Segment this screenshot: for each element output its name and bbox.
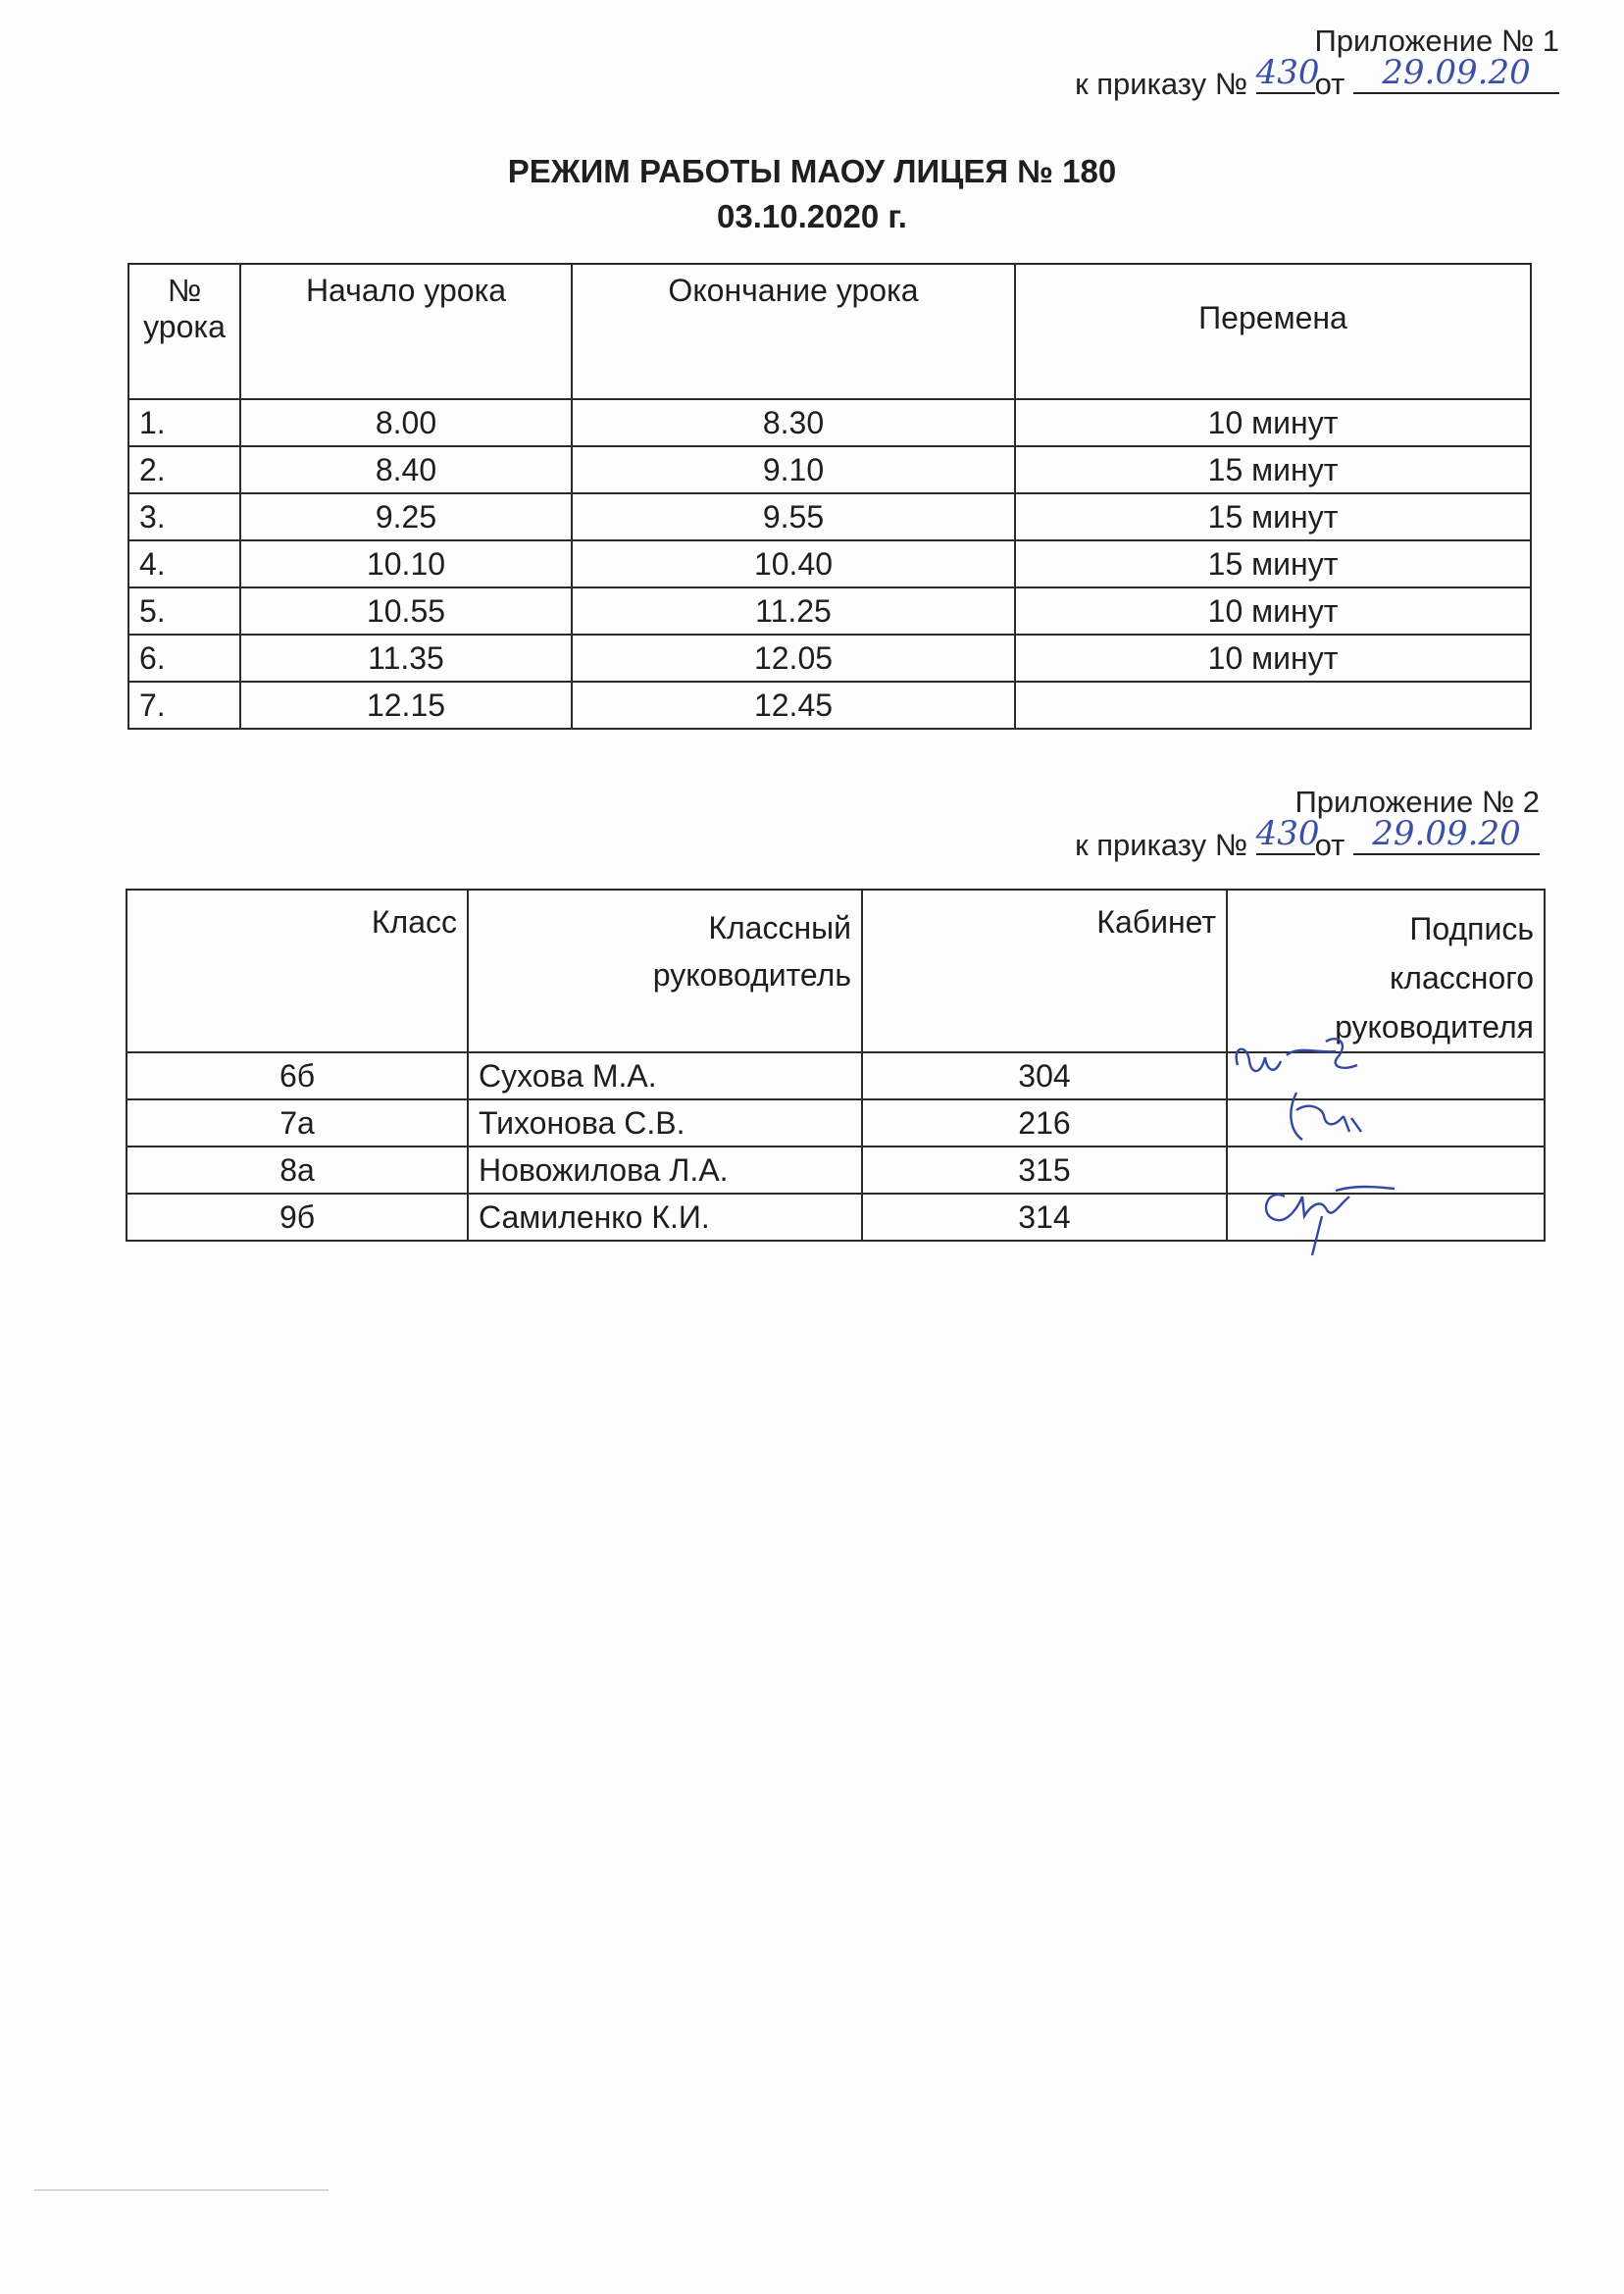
lesson-end-cell: 11.25 <box>572 587 1015 635</box>
break-cell: 15 минут <box>1015 540 1531 587</box>
header-room: Кабинет <box>862 890 1227 1052</box>
header-class: Класс <box>127 890 468 1052</box>
schedule-row <box>128 493 1531 540</box>
appendix-2-date-field <box>1353 814 1540 855</box>
class-teacher-cell: Самиленко К.И. <box>468 1194 862 1241</box>
lesson-start-cell: 10.10 <box>240 540 572 587</box>
appendix-1-from-label: от <box>1314 67 1345 101</box>
appendix-2-from-label: от <box>1314 828 1345 862</box>
class-teachers-table <box>126 889 1546 1242</box>
lesson-number-cell: 6. <box>128 635 240 682</box>
appendix-2-date: 29.09.20 <box>1372 814 1521 853</box>
break-cell: 15 минут <box>1015 493 1531 540</box>
lesson-start-cell: 9.25 <box>240 493 572 540</box>
lesson-start-cell: 8.40 <box>240 446 572 493</box>
appendix-2-order-number: 430 <box>1255 814 1320 853</box>
signature-cell <box>1227 1194 1545 1241</box>
lesson-number-cell: 5. <box>128 587 240 635</box>
title-line-1: РЕЖИМ РАБОТЫ МАОУ ЛИЦЕЯ № 180 <box>507 153 1117 189</box>
lesson-number-cell: 4. <box>128 540 240 587</box>
lesson-start-cell: 8.00 <box>240 399 572 446</box>
header-lesson-number: № урока <box>128 264 240 399</box>
signature-cell <box>1227 1147 1545 1194</box>
schedule-row <box>128 587 1531 635</box>
lesson-start-cell: 10.55 <box>240 587 572 635</box>
lesson-number-cell: 2. <box>128 446 240 493</box>
schedule-row <box>128 399 1531 446</box>
class-cell: 6б <box>127 1052 468 1099</box>
room-cell: 314 <box>862 1194 1227 1241</box>
lesson-number-cell: 7. <box>128 682 240 729</box>
lesson-start-cell: 12.15 <box>240 682 572 729</box>
teacher-row <box>127 1147 1545 1194</box>
class-teacher-cell: Новожилова Л.А. <box>468 1147 862 1194</box>
bottom-faint-line <box>34 2189 329 2191</box>
break-cell: 15 минут <box>1015 446 1531 493</box>
class-cell: 9б <box>127 1194 468 1241</box>
header-lesson-end: Окончание урока <box>572 264 1015 399</box>
break-cell: 10 минут <box>1015 635 1531 682</box>
break-cell: 10 минут <box>1015 587 1531 635</box>
room-cell: 216 <box>862 1099 1227 1147</box>
header-signature-text: Подпись классного руководителя <box>1335 911 1534 1045</box>
appendix-1-date-field <box>1353 53 1559 94</box>
page-title <box>0 149 1624 239</box>
lesson-end-cell: 12.05 <box>572 635 1015 682</box>
schedule-header-row <box>128 264 1531 399</box>
lesson-start-cell: 11.35 <box>240 635 572 682</box>
break-cell: 10 минут <box>1015 399 1531 446</box>
lesson-number-cell: 3. <box>128 493 240 540</box>
schedule-table <box>127 263 1532 730</box>
appendix-2-order-number-field <box>1255 814 1320 855</box>
appendix-1-header <box>1075 20 1559 106</box>
teacher-row <box>127 1052 1545 1099</box>
lesson-end-cell: 9.10 <box>572 446 1015 493</box>
lesson-end-cell: 10.40 <box>572 540 1015 587</box>
lesson-number-cell: 1. <box>128 399 240 446</box>
schedule-row <box>128 446 1531 493</box>
appendix-2-order-label: к приказу № <box>1075 828 1247 862</box>
appendix-1-order-number: 430 <box>1255 53 1320 92</box>
header-signature <box>1227 890 1545 1052</box>
schedule-row <box>128 540 1531 587</box>
header-break: Перемена <box>1015 264 1531 399</box>
teacher-row <box>127 1194 1545 1241</box>
class-cell: 7а <box>127 1099 468 1147</box>
teacher-row <box>127 1099 1545 1147</box>
schedule-row <box>128 682 1531 729</box>
header-class-teacher <box>468 890 862 1052</box>
class-teacher-cell: Сухова М.А. <box>468 1052 862 1099</box>
header-class-teacher-text: Классный руководитель <box>652 910 851 993</box>
lesson-end-cell: 9.55 <box>572 493 1015 540</box>
appendix-1-order-number-field <box>1255 53 1320 94</box>
signature-cell <box>1227 1099 1545 1147</box>
room-cell: 304 <box>862 1052 1227 1099</box>
lesson-end-cell: 8.30 <box>572 399 1015 446</box>
break-cell <box>1015 682 1531 729</box>
signature-cell <box>1227 1052 1545 1099</box>
teachers-header-row <box>127 890 1545 1052</box>
room-cell: 315 <box>862 1147 1227 1194</box>
schedule-row <box>128 635 1531 682</box>
appendix-1-title: Приложение № 1 <box>1314 24 1559 58</box>
header-lesson-start: Начало урока <box>240 264 572 399</box>
title-line-2: 03.10.2020 г. <box>717 198 907 234</box>
appendix-1-order-label: к приказу № <box>1075 67 1247 101</box>
appendix-2-title: Приложение № 2 <box>1294 785 1540 819</box>
class-cell: 8а <box>127 1147 468 1194</box>
lesson-end-cell: 12.45 <box>572 682 1015 729</box>
appendix-1-date: 29.09.20 <box>1382 53 1531 92</box>
appendix-2-header <box>1075 781 1540 867</box>
class-teacher-cell: Тихонова С.В. <box>468 1099 862 1147</box>
